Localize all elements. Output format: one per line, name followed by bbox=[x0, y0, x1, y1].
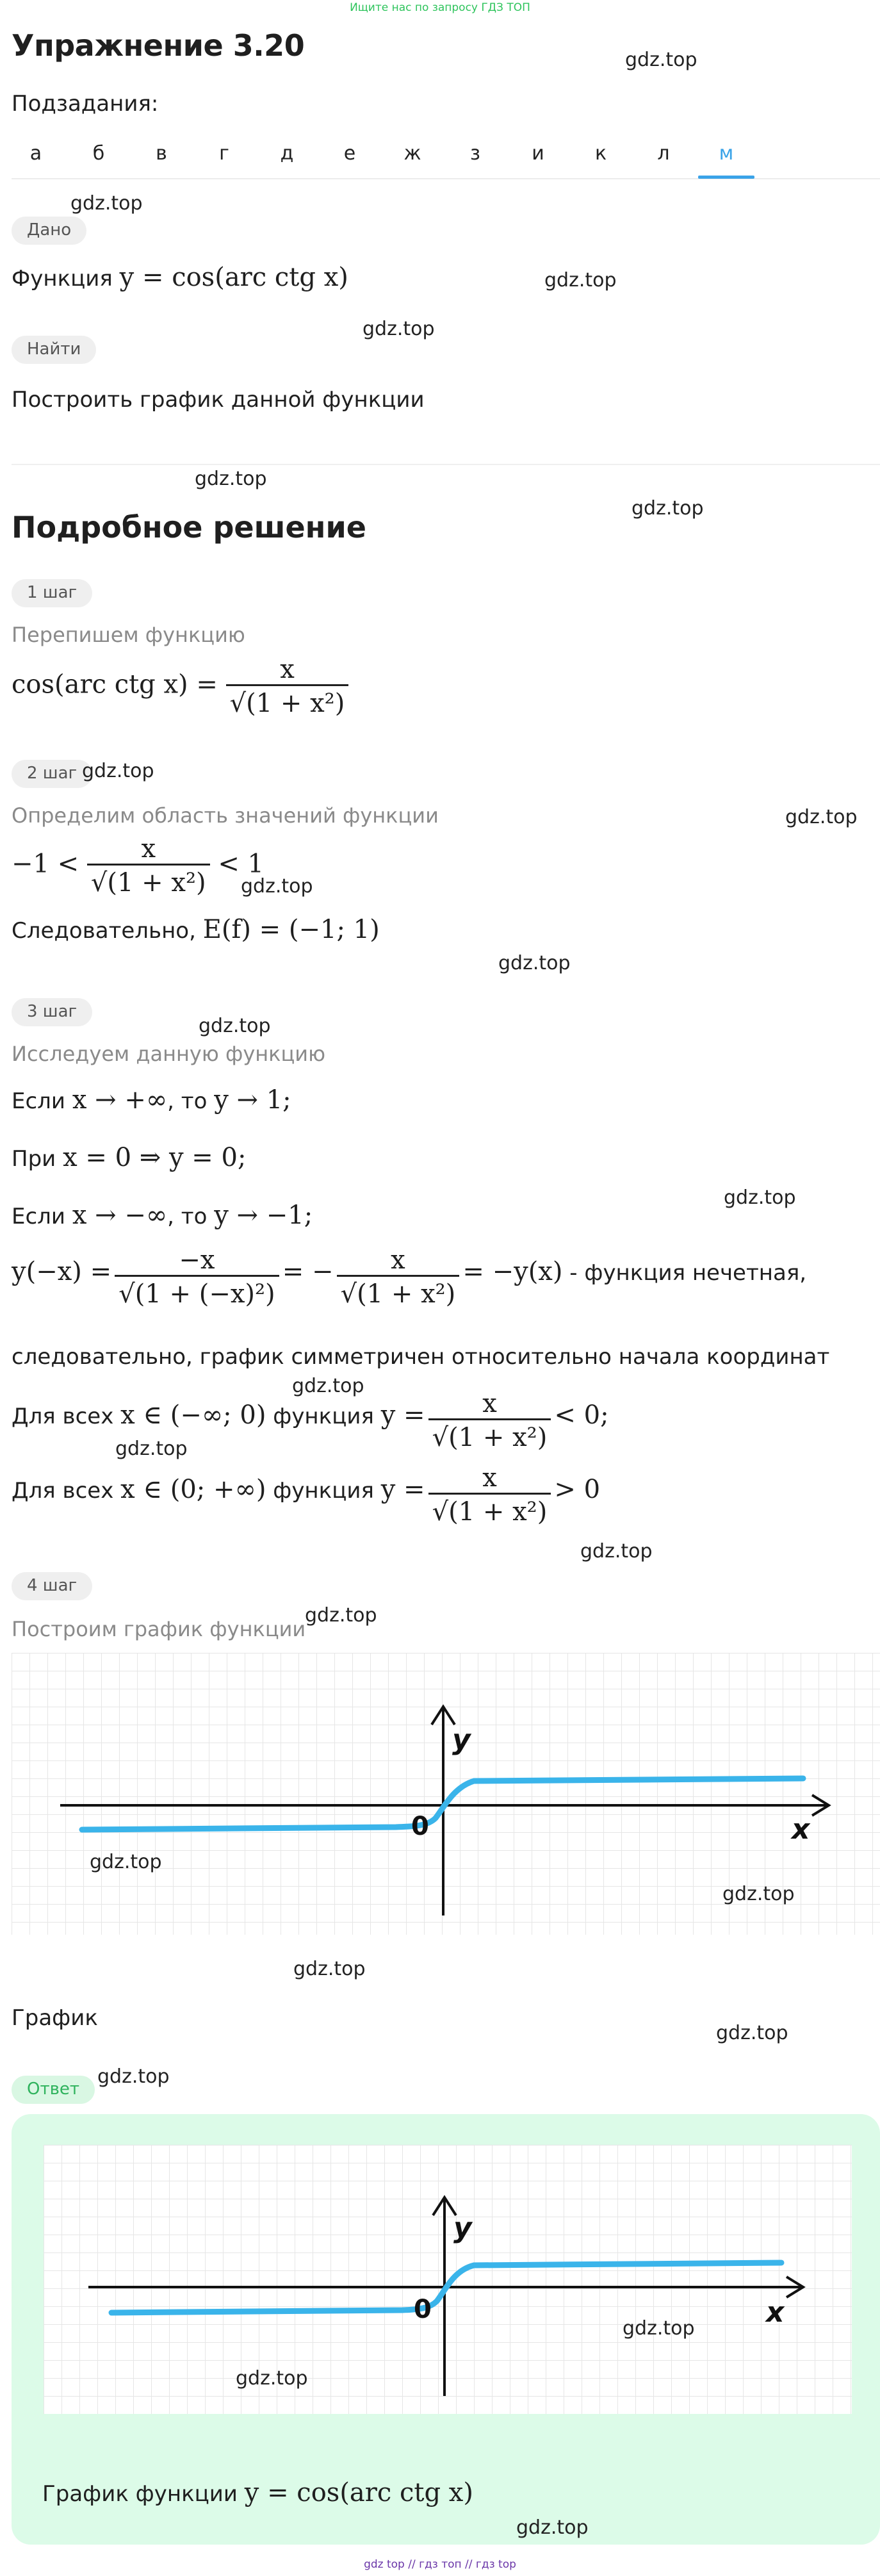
text-part: , то bbox=[167, 1204, 215, 1229]
tab-g[interactable]: г bbox=[219, 142, 229, 165]
watermark: gdz.top bbox=[195, 468, 267, 490]
watermark: gdz.top bbox=[498, 952, 571, 974]
watermark: gdz.top bbox=[90, 1851, 162, 1873]
origin-label: 0 bbox=[414, 2295, 432, 2324]
tab-zh[interactable]: ж bbox=[403, 142, 421, 165]
fraction-numerator: x bbox=[482, 1389, 497, 1418]
fraction-denominator: √(1 + x²) bbox=[428, 1493, 551, 1527]
watermark: gdz.top bbox=[716, 2022, 788, 2044]
watermark: gdz.top bbox=[516, 2516, 589, 2539]
text-part: Если bbox=[12, 1204, 72, 1229]
step2-inequality bbox=[12, 834, 264, 898]
text-part: При bbox=[12, 1146, 63, 1172]
odd-rhs: = −y(x) bbox=[462, 1257, 563, 1286]
step1-caption: Перепишем функцию bbox=[12, 623, 245, 647]
tab-v[interactable]: в bbox=[156, 142, 167, 165]
watermark: gdz.top bbox=[292, 1375, 364, 1397]
text-part: Для всех bbox=[12, 1478, 121, 1504]
tab-a[interactable]: а bbox=[29, 142, 42, 165]
neg-fraction bbox=[428, 1389, 551, 1452]
fraction-numerator: x bbox=[280, 655, 295, 684]
watermark: gdz.top bbox=[241, 875, 313, 898]
given-prefix: Функция bbox=[12, 266, 120, 291]
x-axis-label: x bbox=[792, 1813, 810, 1846]
tab-i[interactable]: и bbox=[532, 142, 544, 165]
step2-fraction bbox=[87, 834, 210, 898]
watermark: gdz.top bbox=[785, 806, 858, 828]
step1-lhs: cos(arc ctg x) = bbox=[12, 669, 218, 700]
tab-l[interactable]: л bbox=[657, 142, 670, 165]
odd-lhs: y(−x) = bbox=[12, 1257, 112, 1286]
math-part: x = 0 ⇒ y = 0; bbox=[63, 1143, 247, 1172]
watermark: gdz.top bbox=[115, 1438, 188, 1460]
odd-fraction-1 bbox=[115, 1245, 279, 1309]
pos-fraction bbox=[428, 1463, 551, 1527]
page-title: Упражнение 3.20 bbox=[12, 28, 305, 63]
given-function bbox=[12, 263, 348, 292]
step2-conclusion bbox=[12, 915, 380, 944]
watermark: gdz.top bbox=[363, 318, 435, 340]
conclusion-prefix: Следовательно, bbox=[12, 918, 203, 944]
inequality-left: −1 < bbox=[12, 849, 79, 879]
math-part: x ∈ (−∞; 0) bbox=[120, 1400, 266, 1430]
watermark: gdz.top bbox=[623, 2317, 695, 2340]
math-part: x → −∞ bbox=[72, 1201, 168, 1230]
find-badge: Найти bbox=[12, 336, 96, 364]
step1-badge: 1 шаг bbox=[12, 579, 92, 607]
solution-title: Подробное решение bbox=[12, 510, 366, 545]
given-badge: Дано bbox=[12, 217, 86, 245]
watermark: gdz.top bbox=[722, 1883, 795, 1905]
watermark: gdz.top bbox=[82, 760, 154, 782]
answer-formula: y = cos(arc ctg x) bbox=[244, 2478, 473, 2507]
watermark: gdz.top bbox=[544, 269, 617, 291]
step3-positive bbox=[12, 1463, 600, 1527]
tab-m[interactable]: м bbox=[719, 142, 734, 165]
math-part: y = bbox=[380, 1400, 425, 1430]
math-part: y = bbox=[380, 1475, 425, 1504]
watermark: gdz.top bbox=[305, 1604, 377, 1627]
tab-e[interactable]: е bbox=[343, 142, 356, 165]
math-part: y → −1; bbox=[214, 1201, 313, 1230]
step3-line1 bbox=[12, 1085, 291, 1115]
step3-line2 bbox=[12, 1143, 246, 1172]
step2-badge: 2 шаг bbox=[12, 760, 92, 788]
inequality-right: < 1 bbox=[218, 849, 265, 879]
section-divider bbox=[12, 464, 880, 465]
math-part: < 0; bbox=[554, 1400, 609, 1430]
watermark: gdz.top bbox=[199, 1015, 271, 1037]
tab-z[interactable]: з bbox=[470, 142, 480, 165]
tab-k[interactable]: к bbox=[594, 142, 607, 165]
watermark: gdz.top bbox=[625, 49, 697, 71]
watermark: gdz.top bbox=[70, 192, 143, 215]
math-part: y → 1; bbox=[214, 1085, 291, 1115]
step1-fraction bbox=[226, 655, 349, 718]
odd-mid: = − bbox=[282, 1257, 334, 1286]
watermark: gdz.top bbox=[580, 1540, 653, 1563]
answer-prefix: График функции bbox=[42, 2481, 245, 2507]
step3-line3 bbox=[12, 1201, 313, 1230]
text-part: , то bbox=[167, 1088, 215, 1114]
step3-badge: 3 шаг bbox=[12, 998, 92, 1026]
step1-formula bbox=[12, 655, 348, 718]
step2-caption: Определим область значений функции bbox=[12, 803, 439, 828]
math-part: x ∈ (0; +∞) bbox=[120, 1475, 266, 1504]
origin-label: 0 bbox=[411, 1812, 429, 1841]
y-axis-label: y bbox=[452, 1723, 471, 1756]
given-formula: y = cos(arc ctg x) bbox=[119, 263, 348, 292]
function-graph bbox=[12, 1653, 880, 1935]
subtasks-label: Подзадания: bbox=[12, 91, 159, 117]
conclusion-formula: E(f) = (−1; 1) bbox=[202, 915, 380, 944]
odd-fraction-2 bbox=[337, 1245, 460, 1309]
top-banner[interactable]: Ищите нас по запросу ГДЗ ТОП bbox=[350, 1, 530, 14]
text-part: Для всех bbox=[12, 1404, 121, 1429]
math-part: > 0 bbox=[554, 1475, 601, 1504]
odd-text: - функция нечетная, bbox=[562, 1260, 807, 1286]
x-axis-label: x bbox=[766, 2296, 785, 2329]
watermark: gdz.top bbox=[724, 1186, 796, 1209]
answer-badge: Ответ bbox=[12, 2076, 95, 2104]
step3-symmetry: следовательно, график симметричен относительно начала координат bbox=[12, 1344, 830, 1370]
graph-caption: График bbox=[12, 2005, 98, 2031]
fraction-denominator: √(1 + x²) bbox=[226, 684, 349, 718]
footer-links[interactable]: gdz top // гдз топ // гдз top bbox=[364, 2558, 516, 2571]
text-part: функция bbox=[266, 1478, 381, 1504]
subtask-tabs bbox=[12, 140, 880, 179]
text-part: функция bbox=[266, 1404, 381, 1429]
find-text: Построить график данной функции bbox=[12, 387, 425, 413]
step4-badge: 4 шаг bbox=[12, 1572, 92, 1600]
tab-d[interactable]: д bbox=[280, 142, 294, 165]
fraction-numerator: −x bbox=[179, 1245, 215, 1275]
answer-graph bbox=[44, 2145, 852, 2414]
math-part: x → +∞ bbox=[72, 1085, 168, 1115]
fraction-denominator: √(1 + x²) bbox=[87, 864, 210, 898]
watermark: gdz.top bbox=[97, 2065, 170, 2088]
fraction-denominator: √(1 + x²) bbox=[337, 1275, 460, 1309]
watermark: gdz.top bbox=[631, 497, 704, 520]
fraction-numerator: x bbox=[391, 1245, 405, 1275]
watermark: gdz.top bbox=[293, 1958, 366, 1980]
graph-grid bbox=[44, 2145, 852, 2414]
fraction-denominator: √(1 + x²) bbox=[428, 1418, 551, 1452]
watermark: gdz.top bbox=[236, 2367, 308, 2390]
y-axis-label: y bbox=[453, 2211, 472, 2244]
fraction-numerator: x bbox=[482, 1463, 497, 1493]
step3-negative bbox=[12, 1389, 609, 1452]
step4-caption: Построим график функции bbox=[12, 1617, 306, 1641]
step3-odd-check bbox=[12, 1245, 806, 1309]
fraction-denominator: √(1 + (−x)²) bbox=[115, 1275, 279, 1309]
active-tab-indicator bbox=[698, 176, 754, 179]
text-part: Если bbox=[12, 1088, 72, 1114]
fraction-numerator: x bbox=[141, 834, 156, 864]
tab-b[interactable]: б bbox=[92, 142, 105, 165]
answer-text bbox=[42, 2478, 473, 2507]
step3-caption: Исследуем данную функцию bbox=[12, 1042, 326, 1066]
